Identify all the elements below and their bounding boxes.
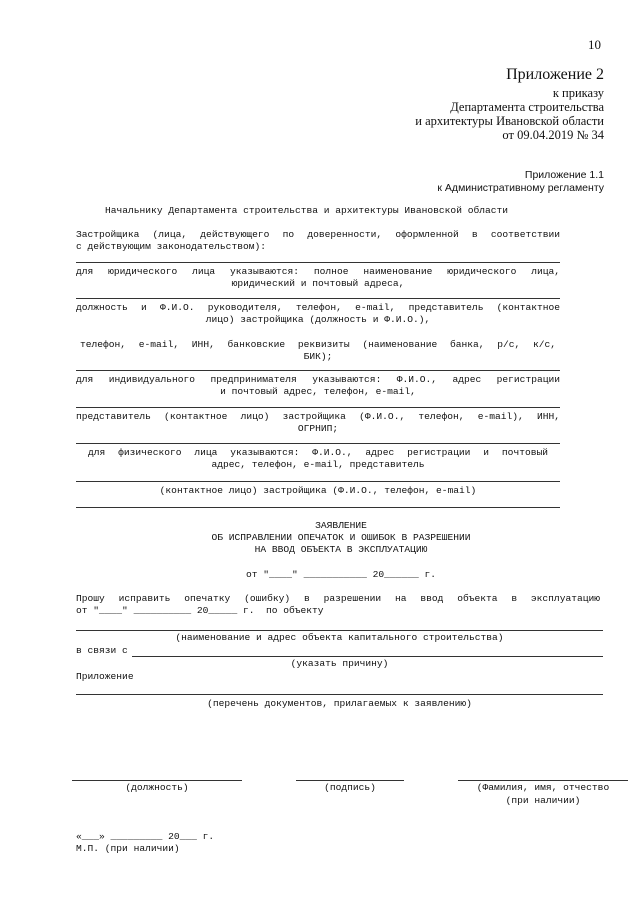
legal-entity-caption: должность и Ф.И.О. руководителя, телефон, e-mail, представитель (контактное (76, 302, 560, 313)
full-name-caption: (при наличии) (505, 795, 581, 806)
signature-line (458, 780, 628, 781)
statement-subtitle: НА ВВОД ОБЪЕКТА В ЭКСПЛУАТАЦИЮ (254, 544, 428, 555)
fill-line (76, 262, 560, 263)
legal-entity-caption: лицо) застройщика (должность и Ф.И.О.), (205, 314, 431, 325)
individual-caption: адрес, телефон, e-mail, представитель (211, 459, 425, 470)
request-text: от "____" __________ 20_____ г. по объекту (76, 605, 324, 616)
fill-line (76, 507, 560, 508)
fill-line (76, 694, 603, 695)
addressee: Начальнику Департамента строительства и архитектуры Ивановской области (105, 205, 509, 216)
appendix-line: и архитектуры Ивановской области (415, 114, 604, 128)
legal-entity-caption: БИК); (303, 351, 333, 362)
fill-line (76, 370, 560, 371)
fill-line (76, 481, 560, 482)
entrepreneur-caption: ОГРНИП; (297, 423, 339, 434)
legal-entity-caption: для юридического лица указываются: полное наименование юридического лица, (76, 266, 560, 277)
fill-line (76, 298, 560, 299)
entrepreneur-caption: для индивидуального предпринимателя указываются: Ф.И.О., адрес регистрации (76, 374, 560, 385)
full-name-caption: (Фамилия, имя, отчество (476, 782, 610, 793)
footer-date: «___» _________ 20___ г. (76, 831, 215, 842)
regulation-appendix-title: Приложение 1.1 (524, 169, 604, 181)
legal-entity-caption: юридический и почтовый адреса, (231, 278, 405, 289)
fill-line (76, 443, 560, 444)
signature-line (296, 780, 404, 781)
statement-date: от "____" ___________ 20______ г. (246, 569, 436, 580)
individual-caption: (контактное лицо) застройщика (Ф.И.О., телефон, e-mail) (159, 485, 477, 496)
fill-line (76, 407, 560, 408)
fill-line (132, 656, 603, 657)
appendix-title: Приложение 2 (506, 66, 604, 83)
developer-intro: Застройщика (лица, действующего по доверенности, оформленной в соответствии (76, 229, 560, 240)
object-caption: (наименование и адрес объекта капитального строительства) (175, 632, 504, 643)
reason-caption: (указать причину) (290, 658, 389, 669)
legal-entity-caption: телефон, e-mail, ИНН, банковские реквизиты (наименование банка, р/с, к/с, (80, 339, 556, 350)
request-text: Прошу исправить опечатку (ошибку) в разрешении на ввод объекта в эксплуатацию (76, 593, 600, 604)
fill-line (76, 630, 603, 631)
appendix-line: от 09.04.2019 № 34 (502, 128, 604, 142)
entrepreneur-caption: представитель (контактное лицо) застройщика (Ф.И.О., телефон, e-mail), ИНН, (76, 411, 560, 422)
reason-label: в связи с (76, 645, 128, 656)
position-caption: (должность) (125, 782, 189, 793)
attachment-caption: (перечень документов, прилагаемых к заявлению) (207, 698, 472, 709)
appendix-line: Департамента строительства (450, 100, 604, 114)
statement-title: ЗАЯВЛЕНИЕ (315, 520, 367, 531)
page-number: 10 (588, 37, 601, 52)
stamp-label: М.П. (при наличии) (76, 843, 180, 854)
attachment-label: Приложение (76, 671, 134, 682)
appendix-line: к приказу (552, 86, 604, 100)
developer-intro: с действующим законодательством): (76, 241, 266, 252)
individual-caption: для физического лица указываются: Ф.И.О., адрес регистрации и почтовый (88, 447, 548, 458)
signature-line (72, 780, 242, 781)
statement-subtitle: ОБ ИСПРАВЛЕНИИ ОПЕЧАТОК И ОШИБОК В РАЗРЕШЕНИИ (211, 532, 471, 543)
signature-caption: (подпись) (324, 782, 376, 793)
entrepreneur-caption: и почтовый адрес, телефон, e-mail, (220, 386, 416, 397)
regulation-appendix-line: к Административному регламенту (437, 182, 604, 194)
